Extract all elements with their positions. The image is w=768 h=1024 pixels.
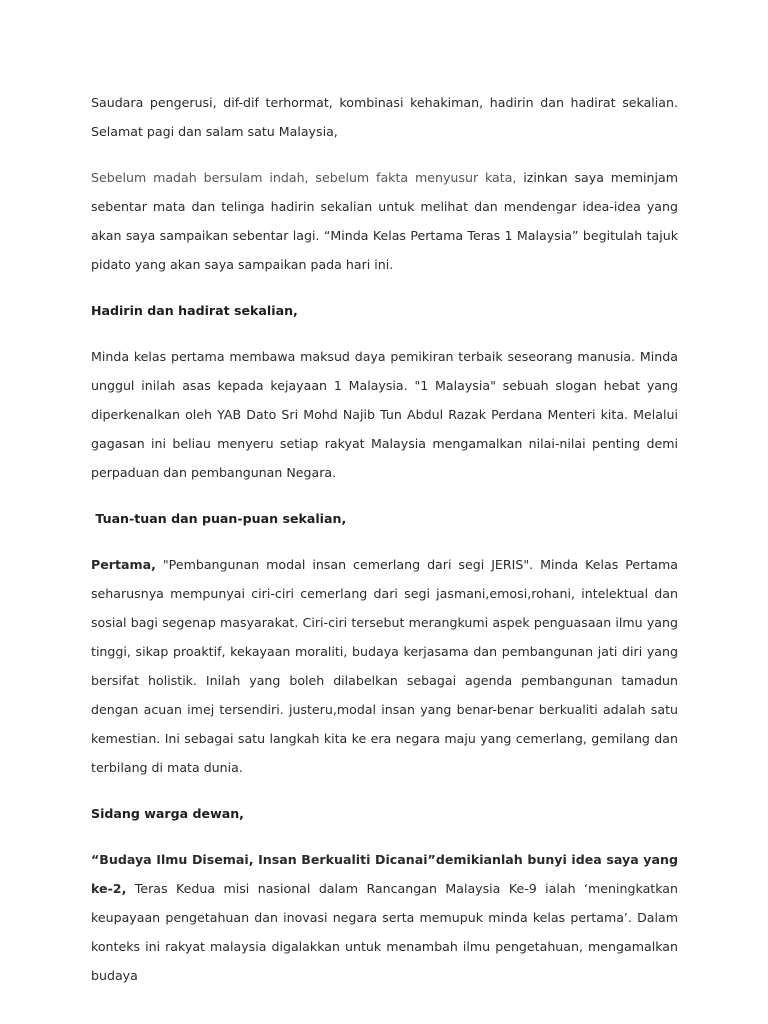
first-point-body: "Pembangunan modal insan cemerlang dari segi JERIS". Minda Kelas Pertama seharusnya mempunyai ciri-ciri cemerlang dari segi jasmani,emosi,rohani, intelektual dan sosial bagi segenap masyarakat. Ciri-ciri tersebut merangkumi aspek penguasaan ilmu yang tinggi, sikap proaktif, kekayaan moraliti, budaya kerjasama dan pembangunan jati diri yang bersifat holistik. Inilah yang boleh dilabelkan sebagai agenda pembangunan tamadun dengan acuan imej tersendiri. justeru,modal insan yang benar-benar berkualiti adalah satu kemestian. Ini sebagai satu langkah kita ke era negara maju yang cemerlang, gemilang dan terbilang di mata dunia. <box>91 557 678 775</box>
minda-kelas-pertama-text: Minda kelas pertama membawa maksud daya pemikiran terbaik seseorang manusia. Minda unggul inilah asas kepada kejayaan 1 Malaysia. "1 Malaysia" sebuah slogan hebat yang diperkenalkan oleh YAB Dato Sri Mohd Najib Tun Abdul Razak Perdana Menteri kita. Melalui gagasan ini beliau menyeru setiap rakyat Malaysia mengamalkan nilai-nilai penting demi perpaduan dan pembangunan Negara. <box>91 349 678 480</box>
paragraph-second-point <box>91 845 678 990</box>
second-point-body: Teras Kedua misi nasional dalam Rancangan Malaysia Ke-9 ialah ‘meningkatkan keupayaan pengetahuan dan inovasi negara serta memupuk minda kelas pertama’. Dalam konteks ini rakyat malaysia digalakkan untuk menambah ilmu pengetahuan, mengamalkan budaya <box>91 881 678 983</box>
paragraph-greeting <box>91 88 678 146</box>
intro-lead-text: Sebelum madah bersulam indah, sebelum fakta menyusur kata, <box>91 170 517 185</box>
heading-tuan-puan-text: Tuan-tuan dan puan-puan sekalian, <box>95 511 347 526</box>
paragraph-minda-kelas-pertama <box>91 342 678 487</box>
second-point-lead: “Budaya Ilmu Disemai, Insan Berkualiti Dicanai”demikianlah bunyi idea saya yang ke-2, <box>91 852 678 896</box>
heading-hadirin: Hadirin dan hadirat sekalian, <box>91 303 298 318</box>
intro-body-text: izinkan saya meminjam sebentar mata dan telinga hadirin sekalian untuk melihat dan mendengar idea-idea yang akan saya sampaikan sebentar lagi. “Minda Kelas Pertama Teras 1 Malaysia” begitulah tajuk pidato yang akan saya sampaikan pada hari ini. <box>91 170 678 272</box>
heading-sidang-warga: Sidang warga dewan, <box>91 806 244 821</box>
paragraph-introduction <box>91 163 678 279</box>
greeting-text: Saudara pengerusi, dif-dif terhormat, kombinasi kehakiman, hadirin dan hadirat sekalian. Selamat pagi dan salam satu Malaysia, <box>91 95 678 139</box>
heading-tuan-puan <box>91 504 678 533</box>
first-point-lead: Pertama, <box>91 557 156 572</box>
paragraph-first-point <box>91 550 678 782</box>
document-body <box>91 88 678 1007</box>
